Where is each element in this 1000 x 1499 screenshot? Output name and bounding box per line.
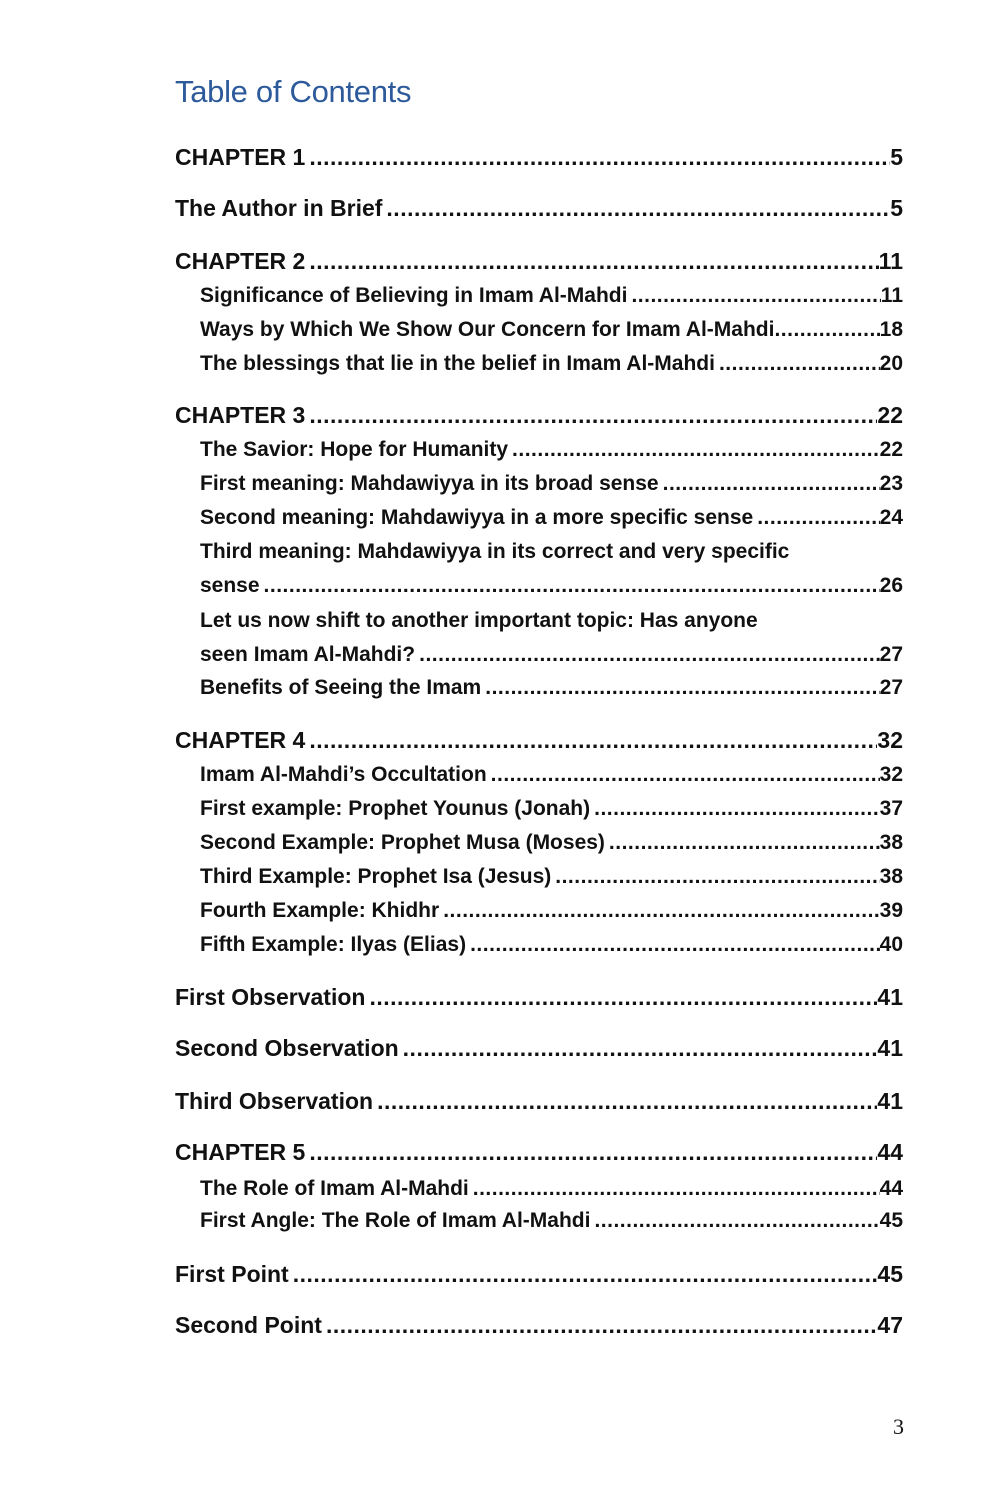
toc-entry-label: Ways by Which We Show Our Concern for Imam Al-Mahdi xyxy=(200,318,775,341)
toc-entry-label: sense xyxy=(200,574,260,597)
toc-entry-page: 32 xyxy=(877,727,903,753)
toc-entry-significance[interactable] xyxy=(200,284,903,308)
toc-entry-page: 37 xyxy=(879,797,903,820)
toc-entry-chapter-3[interactable] xyxy=(175,402,903,429)
toc-entry-page: 32 xyxy=(879,763,903,786)
dot-leader xyxy=(719,352,880,376)
toc-entry-page: 26 xyxy=(879,574,903,597)
toc-entry-page: 40 xyxy=(879,933,903,956)
toc-entry-savior[interactable] xyxy=(200,438,903,462)
toc-entry-page: 44 xyxy=(877,1139,903,1165)
toc-entry-label: First Observation xyxy=(175,984,366,1010)
toc-entry-label: Fifth Example: Ilyas (Elias) xyxy=(200,933,467,956)
dot-leader xyxy=(757,506,879,530)
toc-entry-label: The Savior: Hope for Humanity xyxy=(200,438,509,461)
dot-leader xyxy=(473,1177,880,1201)
toc-entry-label: First Angle: The Role of Imam Al-Mahdi xyxy=(200,1209,591,1232)
toc-entry-label: CHAPTER 4 xyxy=(175,727,306,753)
toc-entry-chapter-1[interactable] xyxy=(175,144,903,171)
toc-entry-label: Second Observation xyxy=(175,1035,399,1061)
toc-entry-label: Benefits of Seeing the Imam xyxy=(200,676,482,699)
toc-entry-label: CHAPTER 1 xyxy=(175,144,306,170)
toc-entry-label: CHAPTER 5 xyxy=(175,1139,306,1165)
toc-entry-page: 22 xyxy=(879,438,903,461)
toc-entry-page: 5 xyxy=(890,195,903,221)
toc-entry-page: 41 xyxy=(877,1088,903,1114)
dot-leader xyxy=(419,643,880,667)
toc-entry-page: 20 xyxy=(879,352,903,375)
toc-entry-first-meaning[interactable] xyxy=(200,472,903,496)
toc-entry-label: Second Point xyxy=(175,1312,322,1338)
toc-entry-ways-concern[interactable] xyxy=(200,318,903,342)
toc-entry-page: 18 xyxy=(879,318,903,341)
toc-entry-role-of-imam[interactable] xyxy=(200,1177,903,1201)
toc-entry-occultation[interactable] xyxy=(200,763,903,787)
toc-entry-page: 38 xyxy=(879,865,903,888)
toc-heading: Table of Contents xyxy=(175,74,412,109)
toc-entry-label: First meaning: Mahdawiyya in its broad sense xyxy=(200,472,659,495)
toc-entry-second-point[interactable] xyxy=(175,1312,903,1339)
toc-entry-label: Imam Al-Mahdi’s Occultation xyxy=(200,763,487,786)
toc-entry-page: 38 xyxy=(879,831,903,854)
toc-entry-label: Fourth Example: Khidhr xyxy=(200,899,440,922)
toc-entry-page: 27 xyxy=(879,643,903,666)
dot-leader xyxy=(309,144,890,171)
toc-entry-page: 44 xyxy=(879,1177,903,1200)
toc-entry-label: First example: Prophet Younus (Jonah) xyxy=(200,797,591,820)
toc-entry-third-example[interactable] xyxy=(200,865,903,889)
toc-entry-page: 27 xyxy=(879,676,903,699)
dot-leader xyxy=(594,1209,879,1233)
toc-entry-chapter-4[interactable] xyxy=(175,727,903,754)
toc-entry-label: Second meaning: Mahdawiyya in a more specific sense xyxy=(200,506,754,529)
toc-entry-page: 41 xyxy=(877,1035,903,1061)
toc-entry-first-observation[interactable] xyxy=(175,984,903,1011)
dot-leader xyxy=(470,933,880,957)
toc-entry-benefits[interactable] xyxy=(200,676,903,700)
dot-leader xyxy=(609,831,880,855)
toc-entry-first-example[interactable] xyxy=(200,797,903,821)
dot-leader xyxy=(555,865,879,889)
toc-entry-third-observation[interactable] xyxy=(175,1088,903,1115)
toc-entry-label: The Author in Brief xyxy=(175,195,383,221)
toc-entry-page: 22 xyxy=(877,402,903,428)
dot-leader xyxy=(512,438,880,462)
toc-entry-page: 24 xyxy=(879,506,903,529)
dot-leader xyxy=(663,472,880,496)
toc-entry-second-observation[interactable] xyxy=(175,1035,903,1062)
toc-entry-second-example[interactable] xyxy=(200,831,903,855)
toc-entry-label: Second Example: Prophet Musa (Moses) xyxy=(200,831,605,854)
toc-entry-label: CHAPTER 3 xyxy=(175,402,306,428)
dot-leader xyxy=(293,1261,878,1288)
toc-entry-label: Significance of Believing in Imam Al-Mahdi xyxy=(200,284,628,307)
toc-entry-page: 5 xyxy=(890,144,903,170)
toc-entry-page: 47 xyxy=(877,1312,903,1338)
dot-leader xyxy=(443,899,879,923)
toc-entry-page: 41 xyxy=(877,984,903,1010)
toc-entry-first-angle[interactable] xyxy=(200,1209,903,1233)
dot-leader xyxy=(485,676,879,700)
toc-entry-label: seen Imam Al-Mahdi? xyxy=(200,643,416,666)
dot-leader xyxy=(309,402,877,429)
toc-entry-author-in-brief[interactable] xyxy=(175,195,903,222)
toc-entry-page: 45 xyxy=(879,1209,903,1232)
toc-entry-label: Third Observation xyxy=(175,1088,374,1114)
toc-entry-fourth-example[interactable] xyxy=(200,899,903,923)
toc-entry-blessings[interactable] xyxy=(200,352,903,376)
toc-entry-third-meaning[interactable] xyxy=(200,574,903,598)
toc-entry-page: 45 xyxy=(877,1261,903,1287)
dot-leader xyxy=(377,1088,877,1115)
dot-leader xyxy=(309,1139,877,1166)
dot-leader xyxy=(631,284,880,308)
toc-entry-label: The blessings that lie in the belief in Imam Al-Mahdi xyxy=(200,352,715,375)
toc-entry-label: First Point xyxy=(175,1261,289,1287)
toc-entry-page: 11 xyxy=(878,248,903,274)
toc-entry-first-point[interactable] xyxy=(175,1261,903,1288)
toc-entry-third-meaning-line1[interactable]: Third meaning: Mahdawiyya in its correct and very specific xyxy=(200,540,790,563)
dot-leader xyxy=(386,195,890,222)
dot-leader xyxy=(594,797,880,821)
toc-entry-page: 23 xyxy=(879,472,903,495)
toc-entry-chapter-2[interactable] xyxy=(175,248,903,275)
toc-entry-label: The Role of Imam Al-Mahdi xyxy=(200,1177,469,1200)
dot-leader xyxy=(326,1312,877,1339)
toc-entry-page: 39 xyxy=(879,899,903,922)
dot-leader xyxy=(369,984,877,1011)
toc-entry-label: CHAPTER 2 xyxy=(175,248,306,274)
dot-leader xyxy=(309,248,878,275)
toc-entry-seen-imam[interactable] xyxy=(200,643,903,667)
dot-leader xyxy=(264,574,880,598)
toc-entry-page: 11 xyxy=(880,284,903,307)
dot-leader xyxy=(491,763,880,787)
page-number: 3 xyxy=(893,1414,904,1439)
dot-leader xyxy=(403,1035,878,1062)
toc-entry-second-meaning[interactable] xyxy=(200,506,903,530)
toc-entry-seen-imam-line1[interactable]: Let us now shift to another important topic: Has anyone xyxy=(200,609,758,632)
toc-entry-label: Third Example: Prophet Isa (Jesus) xyxy=(200,865,552,888)
toc-entry-chapter-5[interactable] xyxy=(175,1139,903,1166)
dot-leader xyxy=(309,727,877,754)
toc-entry-fifth-example[interactable] xyxy=(200,933,903,957)
dot-leader xyxy=(774,318,879,342)
